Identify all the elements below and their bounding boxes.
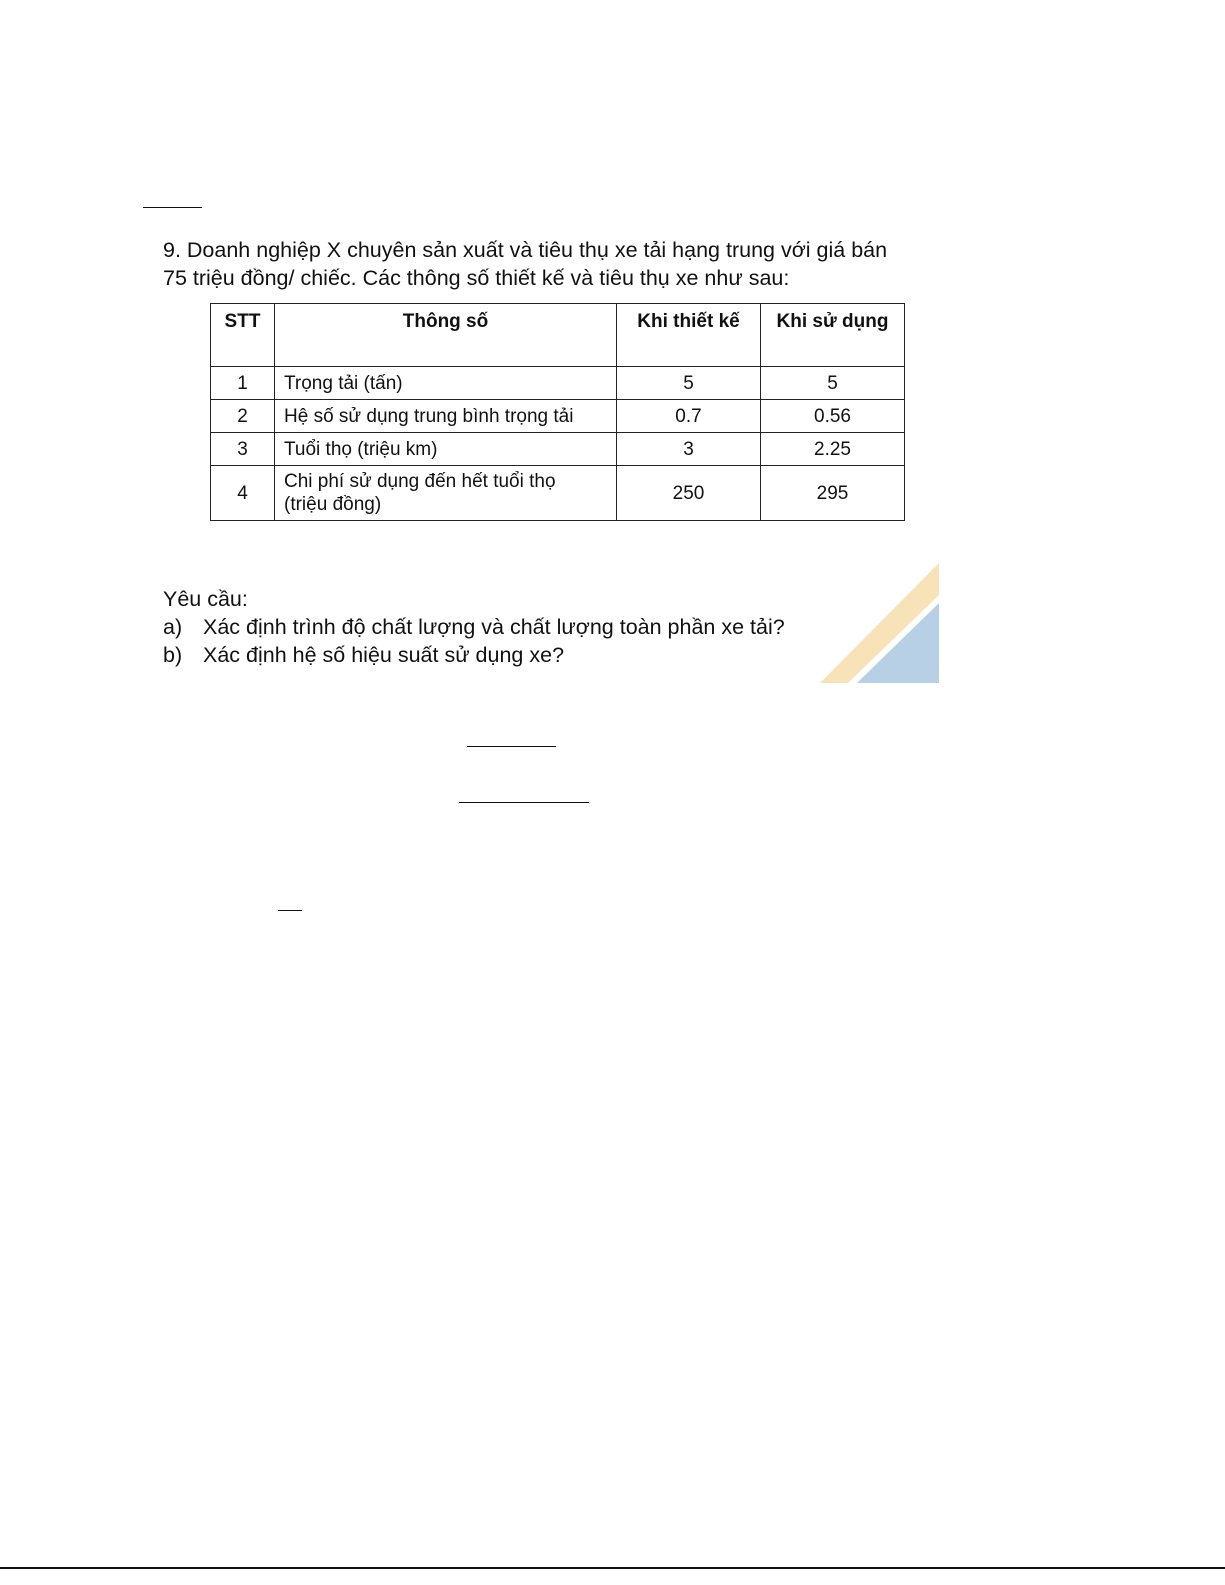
cell-parameter: Hệ số sử dụng trung bình trọng tải [275, 400, 617, 433]
decorative-corner-graphic [820, 563, 939, 683]
requirement-item [163, 613, 785, 641]
table-row [211, 433, 905, 466]
cell-stt: 1 [211, 367, 275, 400]
requirements [163, 585, 785, 669]
requirement-item [163, 641, 785, 669]
cell-parameter: Tuổi thọ (triệu km) [275, 433, 617, 466]
problem-line-1: 9. Doanh nghiệp X chuyên sản xuất và tiêu thụ xe tải hạng trung với giá bán [163, 238, 888, 262]
requirement-marker: a) [163, 615, 183, 639]
problem-statement [163, 236, 953, 292]
cell-parameter-line-2: (triệu đồng) [284, 494, 382, 515]
cell-usage: 295 [761, 466, 905, 521]
cell-design: 0.7 [617, 400, 761, 433]
cell-stt: 4 [211, 466, 275, 521]
header-parameter: Thông số [275, 304, 617, 367]
cell-design: 250 [617, 466, 761, 521]
table-row [211, 400, 905, 433]
cell-usage: 2.25 [761, 433, 905, 466]
fraction-line-1 [467, 746, 556, 747]
parameters-table [210, 303, 905, 521]
requirement-text: Xác định trình độ chất lượng và chất lượng toàn phần xe tải? [203, 615, 785, 639]
cell-parameter: Trọng tải (tấn) [275, 367, 617, 400]
underline-rule-top [143, 207, 202, 208]
requirement-marker: b) [163, 643, 183, 667]
table-row [211, 466, 905, 521]
header-design: Khi thiết kế [617, 304, 761, 367]
requirement-text: Xác định hệ số hiệu suất sử dụng xe? [203, 643, 565, 667]
cell-usage: 5 [761, 367, 905, 400]
fraction-line-2 [459, 802, 589, 803]
cell-parameter-line-1: Chi phí sử dụng đến hết tuổi thọ [284, 471, 556, 492]
requirements-title: Yêu cầu: [163, 587, 248, 611]
cell-design: 5 [617, 367, 761, 400]
problem-line-2: 75 triệu đồng/ chiếc. Các thông số thiết kế và tiêu thụ xe như sau: [163, 266, 790, 290]
cell-stt: 2 [211, 400, 275, 433]
header-stt: STT [211, 304, 275, 367]
cell-usage: 0.56 [761, 400, 905, 433]
table-row [211, 367, 905, 400]
cell-design: 3 [617, 433, 761, 466]
cell-stt: 3 [211, 433, 275, 466]
page-bottom-border [0, 1567, 1225, 1569]
table-header-row [211, 304, 905, 367]
cell-parameter [275, 466, 617, 521]
fraction-line-small [278, 910, 302, 911]
header-usage: Khi sử dụng [761, 304, 905, 367]
